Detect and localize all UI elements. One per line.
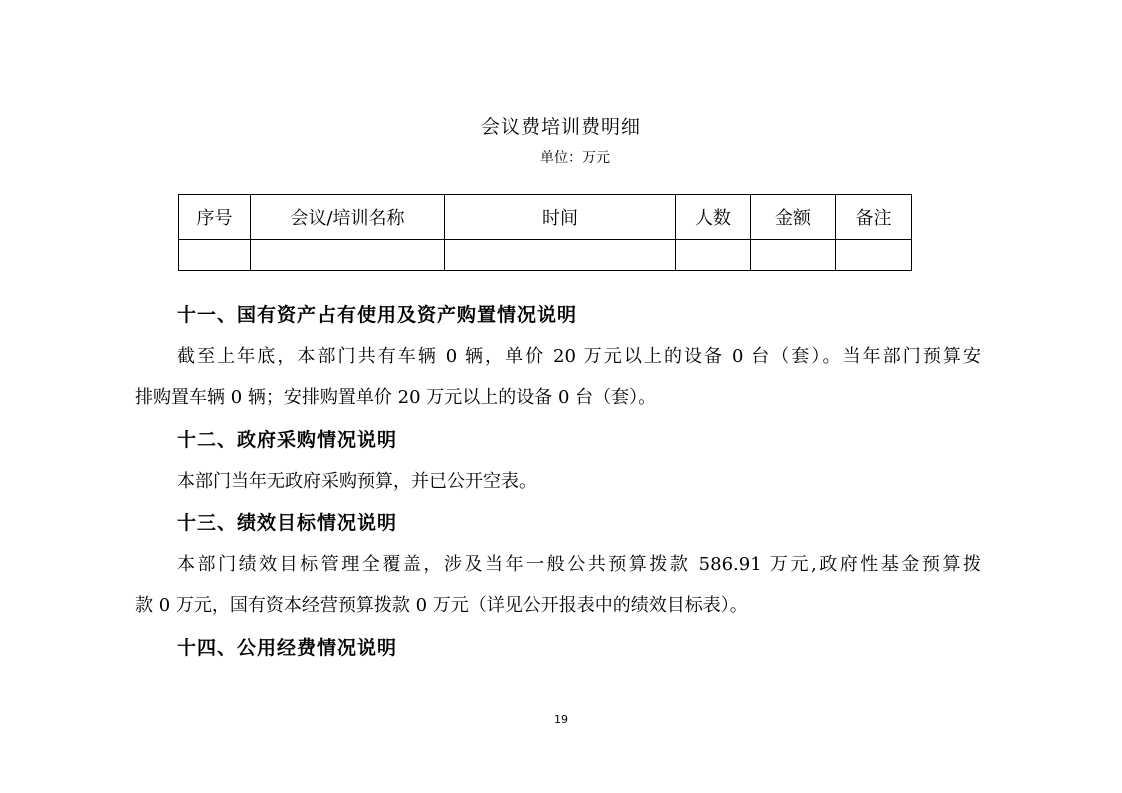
table-cell [836,240,912,271]
page-title: 会议费培训费明细 [480,116,641,138]
paragraph-line: 排购置车辆 0 辆；安排购置单价 20 万元以上的设备 0 台（套）。 [135,387,657,408]
header-amount: 金额 [751,195,836,240]
header-serial-number: 序号 [179,195,251,240]
paragraph-line: 本部门绩效目标管理全覆盖，涉及当年一般公共预算拨款 586.91 万元,政府性基金预算拨 [177,554,981,575]
header-meeting-training-name: 会议/培训名称 [251,195,445,240]
table-cell [676,240,751,271]
table-header-row [179,195,912,240]
section-heading-procurement: 十二、政府采购情况说明 [177,429,398,451]
page-number: 19 [554,713,568,726]
header-remarks: 备注 [836,195,912,240]
section-heading-public-funds: 十四、公用经费情况说明 [177,637,398,659]
paragraph-line: 款 0 万元，国有资本经营预算拨款 0 万元（详见公开报表中的绩效目标表）。 [135,595,748,616]
unit-label: 单位：万元 [540,150,610,166]
header-headcount: 人数 [676,195,751,240]
table-cell [251,240,445,271]
paragraph-line: 截至上年底，本部门共有车辆 0 辆，单价 20 万元以上的设备 0 台（套）。当年部门预算安 [177,346,981,367]
section-heading-performance: 十三、绩效目标情况说明 [177,512,398,534]
header-time: 时间 [445,195,676,240]
table-row [179,240,912,271]
paragraph-line: 本部门当年无政府采购预算，并已公开空表。 [177,471,537,492]
meeting-training-expense-table [178,194,912,271]
table-cell [751,240,836,271]
table-cell [179,240,251,271]
table-cell [445,240,676,271]
section-heading-assets: 十一、国有资产占有使用及资产购置情况说明 [177,304,578,326]
